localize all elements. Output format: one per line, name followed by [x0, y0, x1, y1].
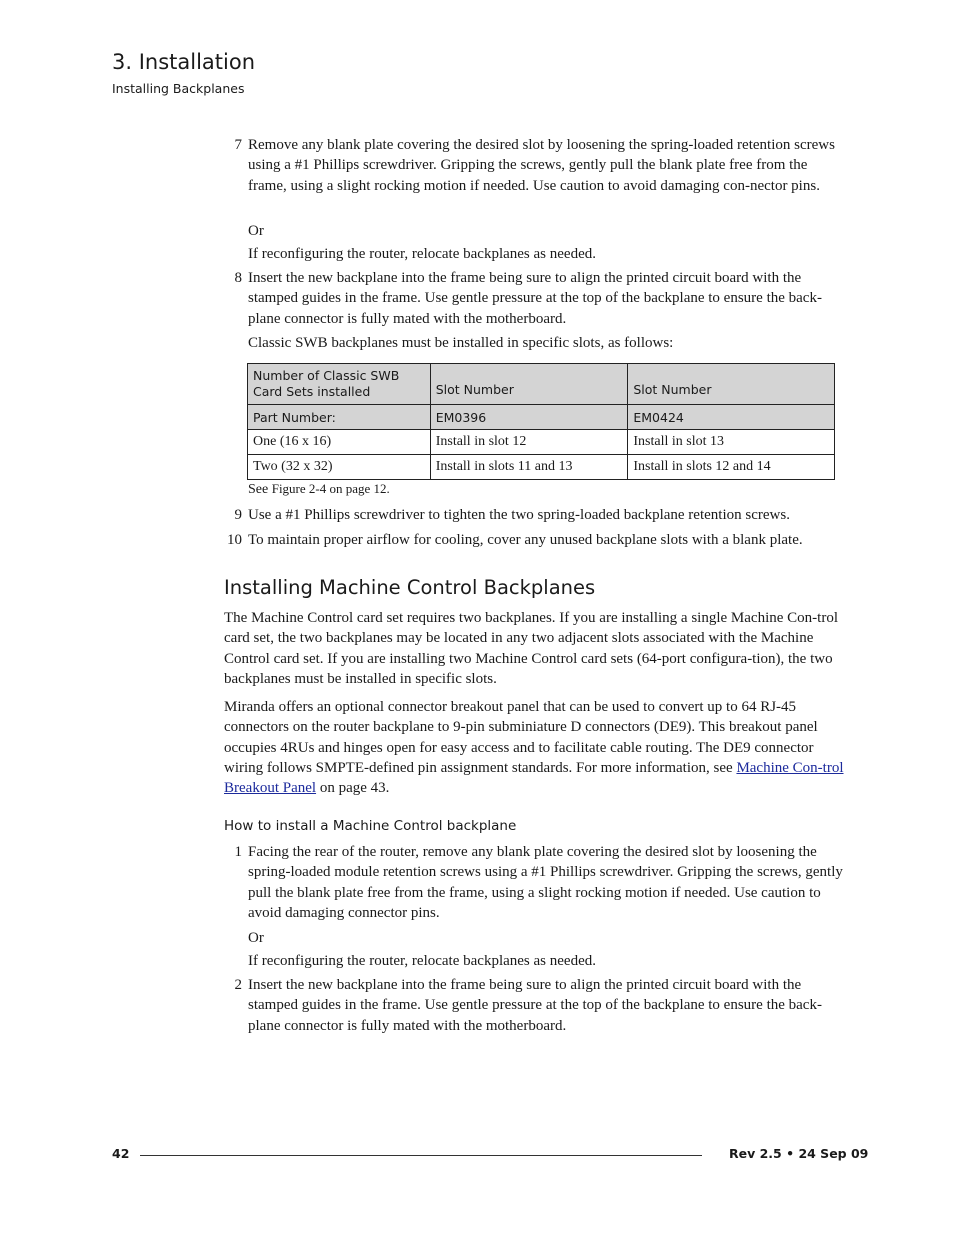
figure-reference: [248, 481, 390, 498]
table-subheader-row: [248, 405, 835, 430]
table-header-cell: EM0424: [628, 405, 835, 430]
table-cell: Install in slots 12 and 14: [628, 455, 835, 480]
table-header-row: [248, 364, 835, 405]
step-text: Remove any blank plate covering the desired slot by loosening the spring-loaded retention screws using a #1 Phillips screwdriver. Gripping the screws, gently pull the blank plate free from the frame, using a slight rocking motion if needed. Use caution to avoid damaging con-nector pins.: [248, 137, 835, 194]
section-heading: Installing Machine Control Backplanes: [224, 576, 596, 599]
table-row: [248, 455, 835, 480]
table-header-cell: Slot Number: [430, 364, 628, 405]
table-cell: Two (32 x 32): [248, 455, 431, 480]
chapter-title: 3. Installation: [112, 50, 256, 74]
paragraph-text: Miranda offers an optional connector breakout panel that can be used to convert up to 64 RJ-45 connectors on the router backplane to 9-pin subminiature D connectors (DE9). This breakout panel occupies 4RUs and hinges open for easy access and to facilitate cable routing. The DE9 connector wiring follows SMPTE-defined pin assignment standards. For more information, see: [224, 699, 818, 776]
step-9: [224, 505, 844, 525]
step-number: 7: [234, 137, 242, 153]
table-cell: Install in slots 11 and 13: [430, 455, 628, 480]
step-8: [224, 268, 844, 329]
step-number: 2: [234, 977, 242, 993]
revision-label: Rev 2.5 • 24 Sep 09: [729, 1146, 869, 1161]
section-subtitle: Installing Backplanes: [112, 81, 245, 96]
procedure-title: How to install a Machine Control backplane: [224, 818, 517, 834]
or-label: Or: [248, 930, 264, 946]
table-cell: One (16 x 16): [248, 430, 431, 455]
alt-instruction: If reconfiguring the router, relocate backplanes as needed.: [248, 246, 596, 262]
section-paragraph: The Machine Control card set requires two backplanes. If you are installing a single Machine Con-trol card set, the two backplanes may be located in any two adjacent slots associated with the Machine Control card set. If you are installing two Machine Control card sets (64-port configura-tion), the two backplanes must be installed in specific slots.: [224, 610, 838, 687]
breakout-panel-link[interactable]: Machine Con-trol Breakout Panel: [224, 759, 844, 797]
step-text: Insert the new backplane into the frame being sure to align the printed circuit board with the stamped guides in the frame. Use gentle pressure at the top of the backplane to ensure the back-plane connector is fully mated with the motherboard.: [248, 977, 822, 1034]
paragraph-tail: on page 43.: [316, 780, 390, 797]
step-text: Insert the new backplane into the frame being sure to align the printed circuit board with the stamped guides in the frame. Use gentle pressure at the top of the backplane to ensure the back-plane connector is fully mated with the motherboard.: [248, 270, 822, 327]
proc-step-2: [224, 975, 844, 1036]
table-header-cell: Part Number:: [248, 405, 431, 430]
table-header-cell: Slot Number: [628, 364, 835, 405]
step-text: To maintain proper airflow for cooling, cover any unused backplane slots with a blank plate.: [248, 532, 803, 548]
alt-instruction: If reconfiguring the router, relocate backplanes as needed.: [248, 953, 596, 969]
step-number: 8: [234, 270, 242, 286]
see-prefix: See: [248, 482, 272, 497]
page-number: 42: [112, 1146, 130, 1161]
table-cell: Install in slot 12: [430, 430, 628, 455]
step-number: 1: [234, 844, 242, 860]
step-text: Facing the rear of the router, remove any blank plate covering the desired slot by loosening the spring-loaded module retention screws using a #1 Phillips screwdriver. Gripping the screws, gently pull the blank plate free from the frame, using a slight rocking motion if needed. Use caution to avoid damaging connector pins.: [248, 844, 843, 921]
table-header-cell: EM0396: [430, 405, 628, 430]
step-10: [224, 530, 844, 550]
figure-ref-text: Figure 2-4 on page 12.: [271, 481, 390, 496]
step-text: Use a #1 Phillips screwdriver to tighten the two spring-loaded backplane retention screws.: [248, 507, 790, 523]
step-number: 10: [227, 532, 242, 548]
footer-divider: [140, 1155, 702, 1156]
step-7: [224, 135, 844, 196]
table-row: [248, 430, 835, 455]
proc-step-1: [224, 842, 844, 923]
table-intro: Classic SWB backplanes must be installed in specific slots, as follows:: [248, 335, 674, 351]
or-label: Or: [248, 223, 264, 239]
slot-table: [247, 363, 835, 480]
step-number: 9: [234, 507, 242, 523]
table-header-cell: Number of Classic SWB Card Sets installed: [248, 364, 431, 405]
table-cell: Install in slot 13: [628, 430, 835, 455]
section-paragraph: [224, 697, 844, 798]
